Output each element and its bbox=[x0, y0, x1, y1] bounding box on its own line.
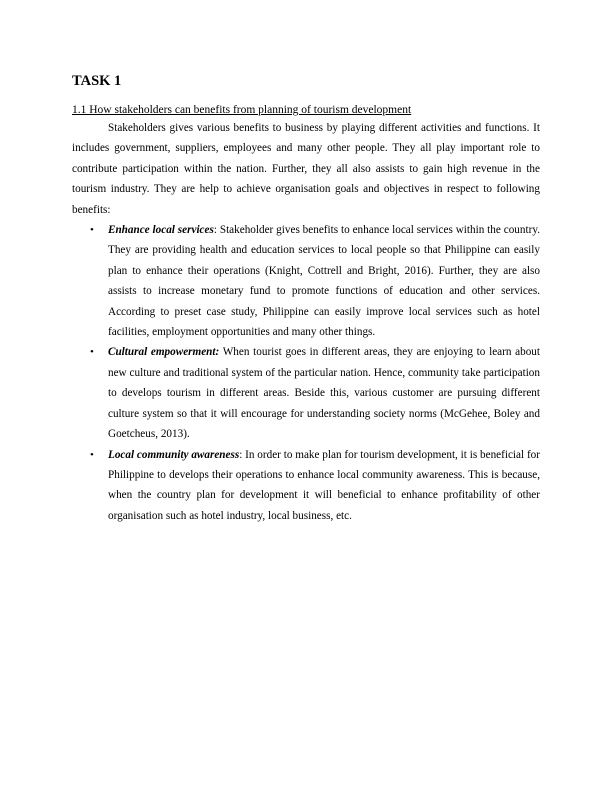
task-heading: TASK 1 bbox=[72, 73, 122, 89]
document-page bbox=[72, 72, 540, 526]
bullet-term: Local community awareness bbox=[108, 448, 240, 461]
list-item bbox=[72, 445, 540, 527]
bullet-icon: • bbox=[90, 448, 94, 461]
list-item bbox=[72, 342, 540, 444]
bullet-separator: : bbox=[213, 224, 217, 237]
list-item bbox=[72, 220, 540, 342]
bullet-text: In order to make plan for tourism development, it is beneficial for Philippine to develops their operations to enhance local community awareness. This is because, when the country plan for development it will beneficial to enhance profitability of other organisation such as hotel industry, local business, etc. bbox=[108, 448, 540, 522]
intro-paragraph: Stakeholders gives various benefits to business by playing different activities and functions. It includes government, suppliers, employees and many other people. They all play important role to contribute participation within the nation. Further, they all also assists to gain high revenue in the tourism industry. They are help to achieve organisation goals and objectives in respect to following benefits: bbox=[72, 122, 540, 216]
bullet-separator: : bbox=[239, 448, 243, 461]
bullet-icon: • bbox=[90, 224, 94, 237]
bullet-text: Stakeholder gives benefits to enhance local services within the country. They are providing health and education services to local people so that Philippine can easily plan to enhance their operations (Knight, Cottrell and Bright, 2016). Further, they are also assists to increase monetary fund to promote functions of education and other services. According to preset case study, Philippine can easily improve local services such as hotel facilities, employment opportunities and many other things. bbox=[108, 224, 540, 339]
bullet-icon: • bbox=[90, 346, 94, 359]
bullet-text: When tourist goes in different areas, they are enjoying to learn about new culture and traditional system of the particular nation. Hence, community take participation to develops tourism in different areas. Beside this, various customer are pursuing different culture system so that it will encourage for understanding society norms (McGehee, Boley and Goetcheus, 2013). bbox=[108, 346, 540, 441]
bullet-term: Cultural empowerment: bbox=[108, 346, 220, 359]
section-heading: 1.1 How stakeholders can benefits from planning of tourism development bbox=[72, 104, 412, 116]
bullet-term: Enhance local services bbox=[108, 224, 214, 237]
benefits-list bbox=[72, 220, 540, 526]
